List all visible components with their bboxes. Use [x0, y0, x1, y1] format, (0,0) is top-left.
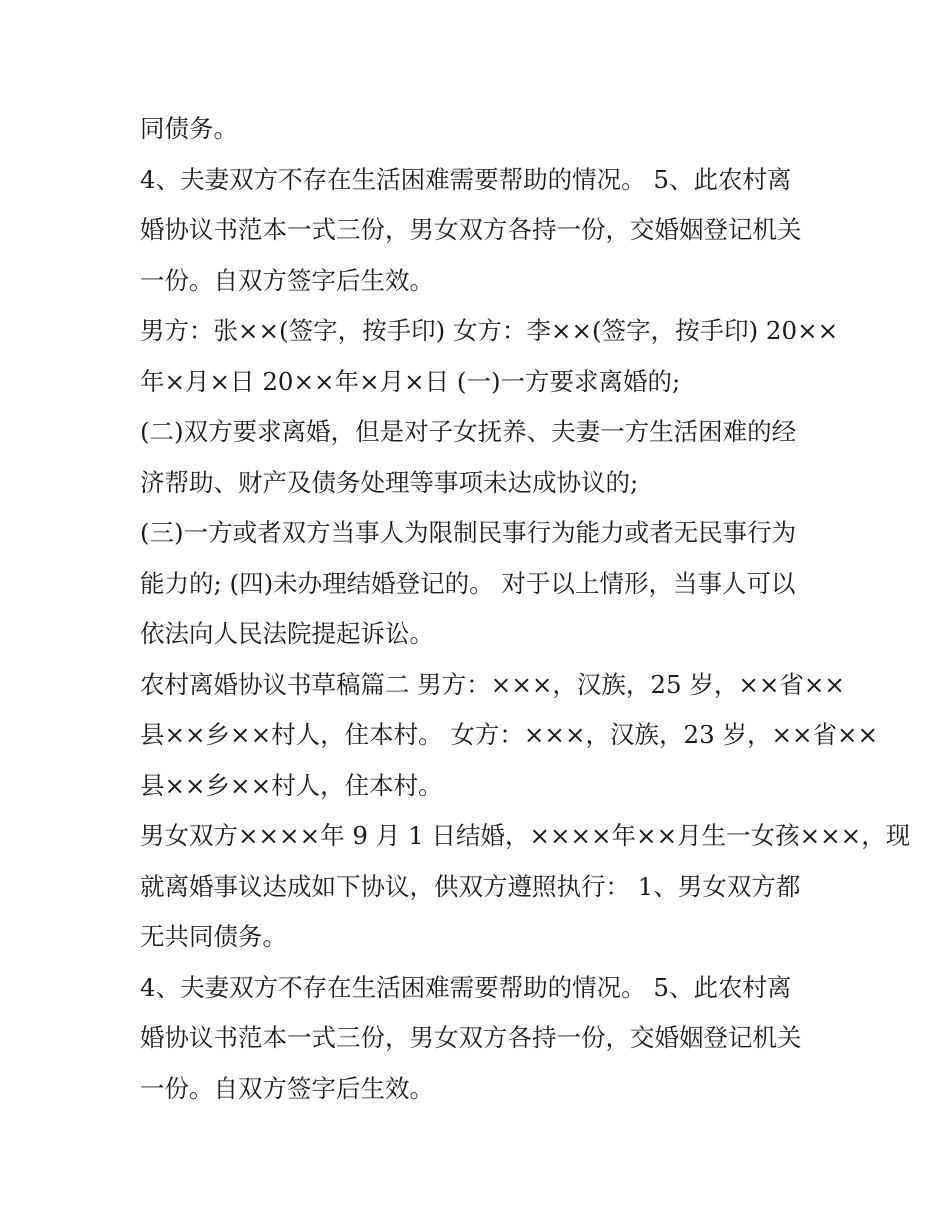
text-line: 男女双方××××年 9 月 1 日结婚，××××年××月生一女孩×××，现: [140, 821, 911, 850]
text-line: 济帮助、财产及债务处理等事项未达成协议的;: [140, 467, 639, 497]
text-line: 婚协议书范本一式三份，男女双方各持一份，交婚姻登记机关: [140, 1023, 802, 1052]
text-line: 同债务。: [140, 114, 238, 143]
paragraph: [140, 811, 911, 963]
text-line: 县××乡××村人，住本村。 女方：×××，汉族，23 岁，××省××: [140, 720, 879, 749]
text-line: 无共同债务。: [140, 922, 287, 951]
text-line: 农村离婚协议书草稿篇二 男方：×××，汉族，25 岁，××省××: [140, 669, 845, 699]
paragraph: [140, 508, 820, 660]
text-line: (三)一方或者双方当事人为限制民事行为能力或者无民事行为: [140, 518, 797, 547]
document-body: [140, 104, 911, 1114]
paragraph: [140, 306, 839, 407]
text-line: 4、夫妻双方不存在生活困难需要帮助的情况。 5、此农村离: [140, 164, 792, 194]
paragraph: [140, 407, 820, 508]
paragraph: [140, 155, 820, 307]
text-line: 4、夫妻双方不存在生活困难需要帮助的情况。 5、此农村离: [140, 972, 792, 1002]
text-line: (二)双方要求离婚，但是对子女抚养、夫妻一方生活困难的经: [140, 417, 797, 446]
text-line: 依法向人民法院提起诉讼。: [140, 619, 434, 648]
text-line: 一份。自双方签字后生效。: [140, 1073, 434, 1103]
text-line: 能力的; (四)未办理结婚登记的。 对于以上情形，当事人可以: [140, 568, 796, 598]
text-line: 年×月×日 20××年×月×日 (一)一方要求离婚的;: [140, 366, 681, 396]
paragraph: [140, 963, 820, 1115]
paragraph: [140, 104, 820, 155]
text-line: 县××乡××村人，住本村。: [140, 770, 443, 800]
text-line: 就离婚事议达成如下协议，供双方遵照执行： 1、男女双方都: [140, 871, 801, 901]
text-line: 一份。自双方签字后生效。: [140, 265, 434, 295]
text-line: 男方：张××(签字，按手印) 女方：李××(签字，按手印) 20××: [140, 316, 839, 345]
paragraph: [140, 660, 879, 812]
text-line: 婚协议书范本一式三份，男女双方各持一份，交婚姻登记机关: [140, 215, 802, 244]
